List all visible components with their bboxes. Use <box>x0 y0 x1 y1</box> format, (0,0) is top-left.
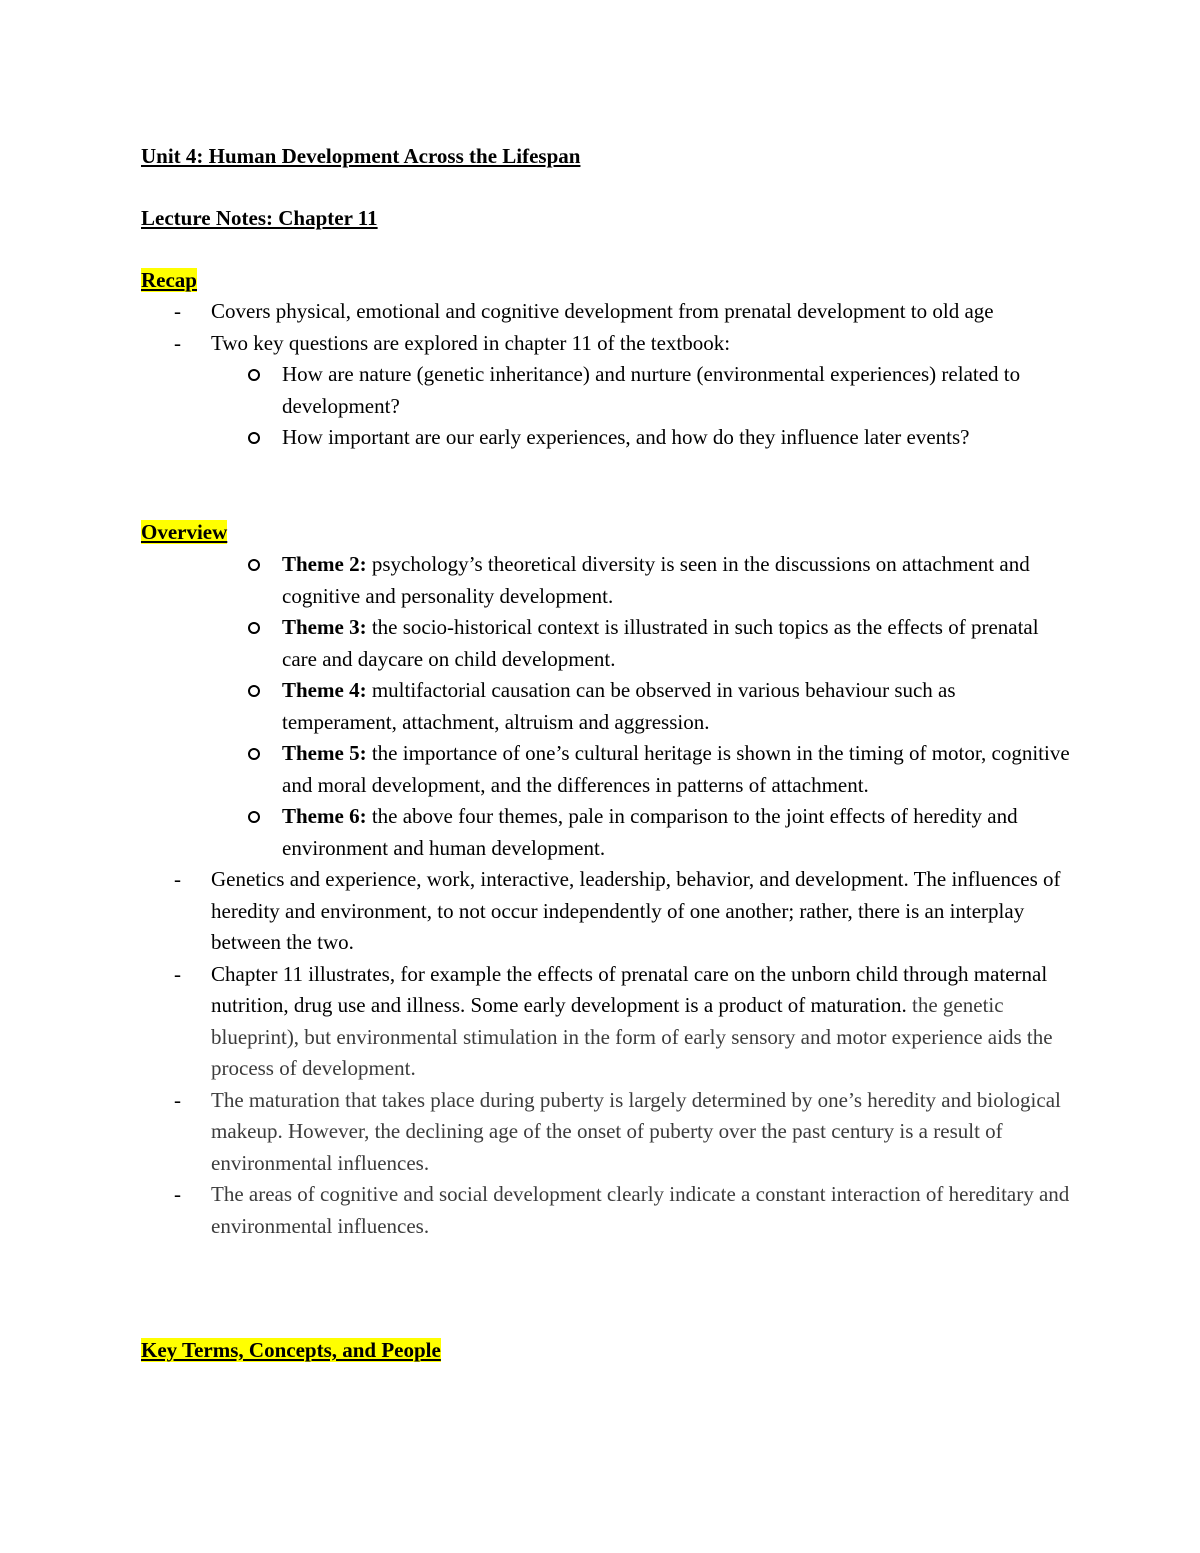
recap-question <box>0 359 1072 422</box>
theme-text: the above four themes, pale in comparison to the joint effects of heredity and environment and human development. <box>282 804 1018 860</box>
overview-point <box>0 959 1071 1085</box>
dash-bullet: - <box>174 299 181 323</box>
overview-point <box>0 864 1071 959</box>
circle-bullet-icon <box>248 811 260 823</box>
theme-item <box>0 675 1072 738</box>
theme-label: Theme 6: <box>282 804 367 828</box>
recap-item <box>0 296 1071 328</box>
theme-label: Theme 3: <box>282 615 367 639</box>
dash-bullet: - <box>174 867 181 891</box>
dash-bullet: - <box>174 1087 181 1112</box>
overview-point <box>0 1179 1071 1242</box>
circle-bullet-icon <box>248 559 260 571</box>
recap-question-text: How are nature (genetic inheritance) and nurture (environmental experiences) related to development? <box>282 362 1021 418</box>
overview-point-text-gray: The areas of cognitive and social development clearly indicate a constant interaction of hereditary and environmental influences. <box>211 1182 1070 1238</box>
overview-list <box>0 549 1200 1242</box>
recap-item-text: Two key questions are explored in chapter 11 of the textbook: <box>211 330 731 355</box>
circle-bullet-icon <box>248 685 260 697</box>
dash-bullet: - <box>174 1182 181 1206</box>
theme-label: Theme 5: <box>282 741 367 765</box>
key-terms-heading <box>141 1335 441 1367</box>
recap-heading-text: Recap <box>141 268 197 292</box>
recap-question-text: How important are our early experiences, and how do they influence later events? <box>282 425 970 449</box>
overview-point-text-gray: the genetic blueprint), but environmental stimulation in the form of early sensory and motor experience aids the process of development. <box>211 993 1053 1080</box>
lecture-title: Lecture Notes: Chapter 11 <box>141 206 378 230</box>
theme-text: the socio-historical context is illustrated in such topics as the effects of prenatal care and daycare on child development. <box>282 615 1039 671</box>
overview-point <box>0 1085 1071 1180</box>
circle-bullet-icon <box>248 622 260 634</box>
overview-heading <box>141 517 227 549</box>
recap-heading <box>141 265 197 297</box>
circle-bullet-icon <box>248 432 260 444</box>
recap-item <box>0 328 1071 360</box>
theme-text: the importance of one’s cultural heritage is shown in the timing of motor, cognitive and moral development, and the differences in patterns of attachment. <box>282 741 1070 797</box>
recap-item-text: Covers physical, emotional and cognitive development from prenatal development to old age <box>211 299 994 323</box>
dash-bullet: - <box>174 961 181 986</box>
circle-bullet-icon <box>248 748 260 760</box>
unit-title: Unit 4: Human Development Across the Lifespan <box>141 144 581 168</box>
theme-label: Theme 2: <box>282 552 367 576</box>
theme-item <box>0 738 1072 801</box>
theme-text: psychology’s theoretical diversity is seen in the discussions on attachment and cognitive and personality development. <box>282 552 1030 608</box>
overview-point-text: Chapter 11 illustrates, for example the effects of prenatal care on the unborn child through maternal nutrition, drug use and illness. Some early development is a product of maturation. <box>211 961 1048 1017</box>
circle-bullet-icon <box>248 369 260 381</box>
theme-item <box>0 801 1072 864</box>
recap-list <box>0 296 1200 454</box>
theme-item <box>0 549 1072 612</box>
key-terms-heading-text: Key Terms, Concepts, and People <box>141 1338 441 1362</box>
overview-point-text: Genetics and experience, work, interactive, leadership, behavior, and development. The influences of heredity and environment, to not occur independently of one another; rather, there is an interplay between the two. <box>211 867 1061 954</box>
dash-bullet: - <box>174 330 181 355</box>
theme-label: Theme 4: <box>282 678 367 702</box>
theme-text: multifactorial causation can be observed in various behaviour such as temperament, attachment, altruism and aggression. <box>282 678 956 734</box>
recap-question <box>0 422 1072 454</box>
overview-point-text-gray: The maturation that takes place during puberty is largely determined by one’s heredity and biological makeup. However, the declining age of the onset of puberty over the past century is a result of environmental influences. <box>211 1087 1061 1175</box>
overview-heading-text: Overview <box>141 520 228 544</box>
theme-item <box>0 612 1072 675</box>
